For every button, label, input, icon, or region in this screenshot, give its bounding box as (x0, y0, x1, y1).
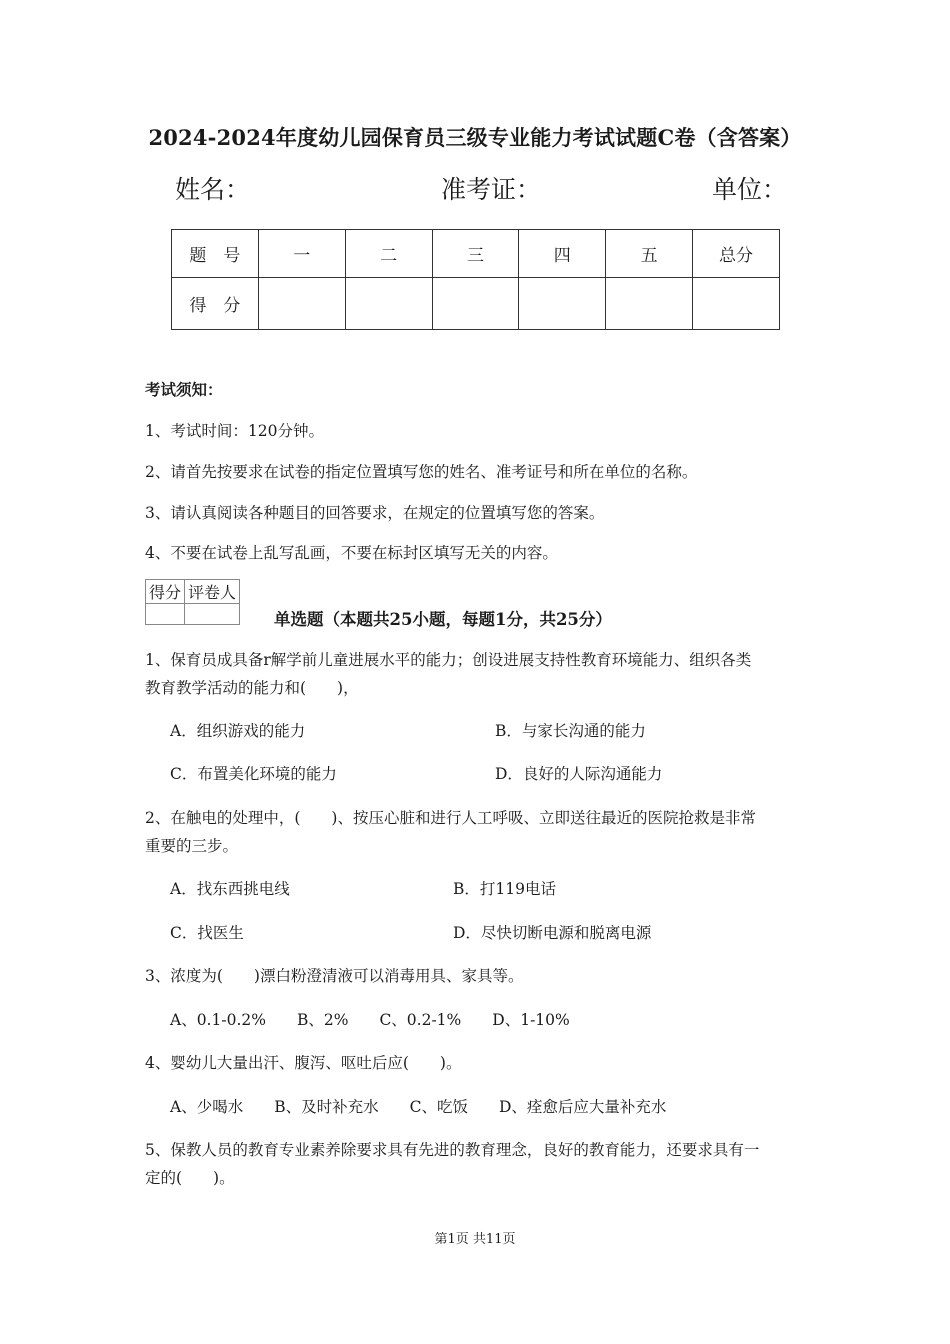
score-table-score-row (172, 278, 780, 330)
page-title: 2024-2024年度幼儿园保育员三级专业能力考试试题C卷（含答案） (148, 125, 802, 150)
score-cell (345, 278, 432, 330)
notice-item: 2、请首先按要求在试卷的指定位置填写您的姓名、准考证号和所在单位的名称。 (145, 463, 698, 481)
question-5-text: 5、保教人员的教育专业素养除要求具有先进的教育理念，良好的教育能力，还要求具有一 (145, 1141, 760, 1159)
header-total: 总分 (693, 230, 780, 278)
question-2-text-cont: 重要的三步。 (145, 837, 239, 855)
question-2-option-b: B．打119电话 (453, 880, 556, 898)
header-section-1: 一 (258, 230, 345, 278)
score-table (171, 229, 780, 330)
notice-item: 1、考试时间：120分钟。 (145, 422, 324, 440)
header-section-5: 五 (606, 230, 693, 278)
question-2-option-d: D．尽快切断电源和脱离电源 (453, 924, 652, 942)
question-1-option-b: B．与家长沟通的能力 (495, 722, 646, 740)
ticket-number-label: 准考证： (441, 175, 542, 204)
question-2-text: 2、在触电的处理中，( )、按压心脏和进行人工呼吸、立即送往最近的医院抢救是非常 (145, 809, 756, 827)
grader-box (145, 579, 240, 625)
question-3-text: 3、浓度为( )漂白粉澄清液可以消毒用具、家具等。 (145, 967, 524, 985)
question-1-option-a: A．组织游戏的能力 (170, 722, 306, 740)
question-5-text-cont: 定的( )。 (145, 1169, 235, 1187)
section-title: 单选题（本题共25小题，每题1分，共25分） (274, 610, 612, 629)
question-1-text-cont: 教育教学活动的能力和( )， (145, 679, 359, 697)
score-cell (606, 278, 693, 330)
score-table-header-row (172, 230, 780, 278)
header-question-number: 题 号 (172, 230, 259, 278)
notice-heading: 考试须知： (145, 380, 223, 399)
question-2-option-c: C．找医生 (170, 924, 244, 942)
header-section-3: 三 (432, 230, 519, 278)
question-3-options: A、0.1-0.2% B、2% C、0.2-1% D、1-10% (170, 1011, 570, 1029)
score-cell (693, 278, 780, 330)
score-cell (519, 278, 606, 330)
question-1-text: 1、保育员成具备r解学前儿童进展水平的能力；创设进展支持性教育环境能力、组织各类 (145, 651, 752, 669)
grader-name-cell (185, 604, 240, 625)
score-row-label: 得 分 (172, 278, 259, 330)
grader-name-label: 评卷人 (185, 580, 240, 604)
notice-item: 3、请认真阅读各种题目的回答要求，在规定的位置填写您的答案。 (145, 504, 605, 522)
score-cell (432, 278, 519, 330)
header-section-4: 四 (519, 230, 606, 278)
grader-score-label: 得分 (146, 580, 185, 604)
page-footer: 第1页 共11页 (434, 1232, 516, 1247)
question-1-option-c: C．布置美化环境的能力 (170, 765, 337, 783)
question-1-option-d: D．良好的人际沟通能力 (495, 765, 663, 783)
header-section-2: 二 (345, 230, 432, 278)
question-2-option-a: A．找东西挑电线 (170, 880, 290, 898)
grader-score-cell (146, 604, 185, 625)
question-4-options: A、少喝水 B、及时补充水 C、吃饭 D、痊愈后应大量补充水 (170, 1098, 667, 1116)
unit-label: 单位： (712, 175, 788, 204)
notice-item: 4、不要在试卷上乱写乱画，不要在标封区填写无关的内容。 (145, 544, 558, 562)
question-4-text: 4、婴幼儿大量出汗、腹泻、呕吐后应( )。 (145, 1054, 462, 1072)
score-cell (258, 278, 345, 330)
name-label: 姓名： (175, 175, 251, 204)
